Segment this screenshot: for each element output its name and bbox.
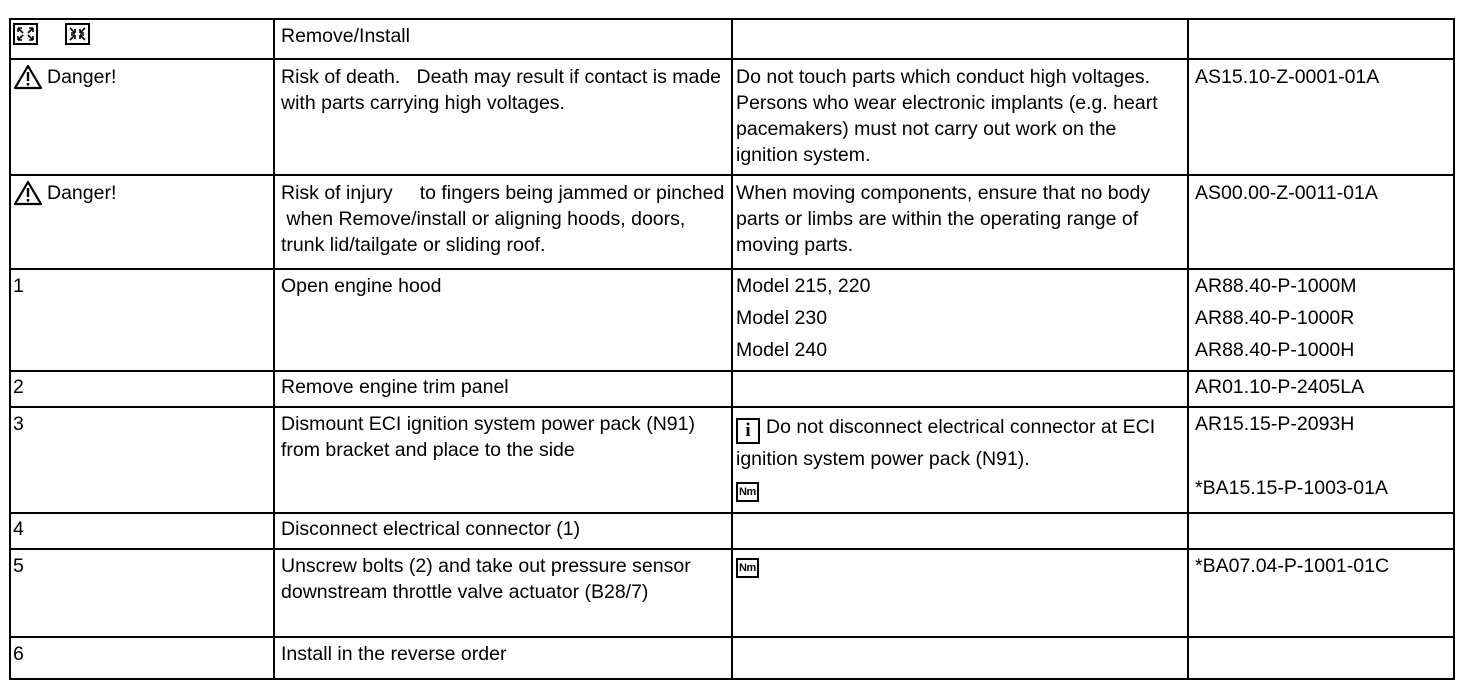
warning-triangle-icon (13, 180, 43, 206)
model-label: Model 215, 220 (736, 275, 871, 297)
model-label: Model 240 (736, 339, 828, 361)
torque-nm-icon[interactable]: Nm (736, 482, 759, 502)
danger-text: Danger! (47, 66, 117, 88)
model-label: Model 230 (736, 307, 828, 329)
table-row (10, 371, 1454, 407)
measure-text: When moving components, ensure that no body parts or limbs are within the operating range of moving parts. (732, 175, 1188, 269)
table-row (10, 637, 1454, 679)
danger-label (13, 64, 116, 90)
danger-label (13, 180, 116, 206)
step-number: 5 (10, 549, 274, 637)
step-number: 6 (10, 637, 274, 679)
procedure-table (9, 18, 1455, 680)
table-row (10, 407, 1454, 513)
step-text: Open engine hood (274, 269, 732, 371)
step-text: Dismount ECI ignition system power pack (N91) from bracket and place to the side (274, 407, 732, 513)
danger-text: Danger! (47, 182, 117, 204)
table-row (10, 59, 1454, 175)
warning-triangle-icon (13, 64, 43, 90)
page-title: Remove/Install (274, 19, 732, 59)
view-icons-cell (10, 19, 274, 59)
expand-view-icon[interactable] (13, 23, 38, 52)
reference-link[interactable]: AR88.40-P-1000M (1195, 275, 1357, 297)
risk-text: Risk of death. Death may result if contact is made with parts carrying high voltages. (274, 59, 732, 175)
step-text: Remove engine trim panel (274, 371, 732, 407)
step-number: 1 (10, 269, 274, 371)
measure-text: Do not touch parts which conduct high voltages. Persons who wear electronic implants (e.g. heart pacemakers) must not carry out work on the ignition system. (732, 59, 1188, 175)
info-icon[interactable]: i (736, 418, 760, 444)
reference-link[interactable]: *BA15.15-P-1003-01A (1195, 477, 1388, 499)
step-number: 4 (10, 513, 274, 549)
reference-link[interactable]: AR01.10-P-2405LA (1188, 371, 1454, 407)
step-text: Install in the reverse order (274, 637, 732, 679)
table-row (10, 513, 1454, 549)
reference-link[interactable]: AR88.40-P-1000H (1195, 339, 1355, 361)
table-row (10, 549, 1454, 637)
table-row (10, 269, 1454, 371)
reference-link[interactable]: AS00.00-Z-0011-01A (1188, 175, 1454, 269)
reference-link[interactable]: *BA07.04-P-1001-01C (1188, 549, 1454, 637)
reference-link[interactable]: AS15.10-Z-0001-01A (1188, 59, 1454, 175)
step-text: Unscrew bolts (2) and take out pressure sensor downstream throttle valve actuator (B28/7) (274, 549, 732, 637)
torque-nm-icon[interactable]: Nm (736, 558, 759, 578)
note-text: Do not disconnect electrical connector at ECI ignition system power pack (N91). (736, 416, 1156, 470)
step-text: Disconnect electrical connector (1) (274, 513, 732, 549)
reference-link[interactable]: AR15.15-P-2093H (1195, 413, 1355, 435)
table-row (10, 19, 1454, 59)
risk-text: Risk of injury to fingers being jammed or pinched when Remove/install or aligning hoods, doors, trunk lid/tailgate or sliding roof. (274, 175, 732, 269)
reference-link[interactable]: AR88.40-P-1000R (1195, 307, 1355, 329)
collapse-view-icon[interactable] (65, 23, 90, 52)
step-number: 3 (10, 407, 274, 513)
step-number: 2 (10, 371, 274, 407)
table-row (10, 175, 1454, 269)
